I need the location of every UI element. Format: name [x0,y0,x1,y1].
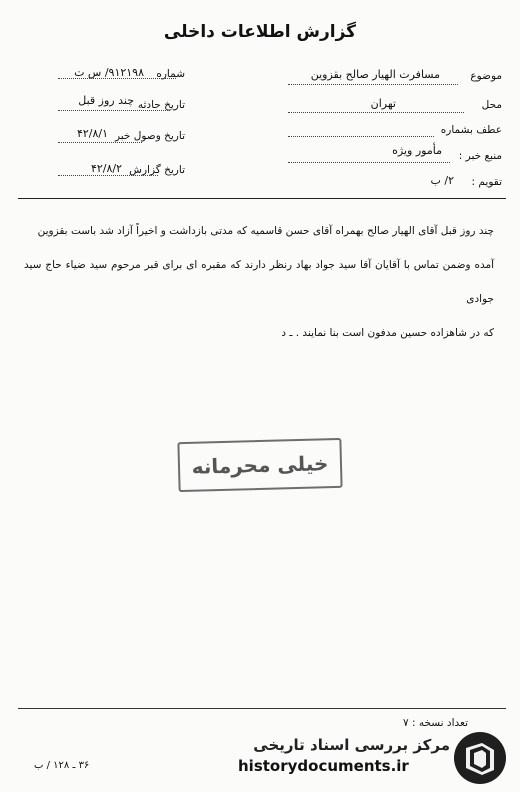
archive-code: ۳۶ ـ ۱۲۸ / ب [34,760,90,771]
footer-divider [18,708,506,709]
evaluation-value: ۲/ ب [430,174,454,187]
reference-label: عطف بشماره [440,124,502,136]
confidential-stamp-text: خیلی محرمانه [191,451,329,479]
copies-count [403,717,468,729]
subject-label: موضوع [470,70,502,82]
report-date-label: تاریخ گزارش [129,164,185,176]
watermark-name: مرکز بررسی اسناد تاریخی [253,736,450,754]
source-label: منبع خبر : [458,150,502,162]
place-label: محل [481,99,502,111]
number-dotted-line [58,78,176,79]
incident-date-value: چند روز قبل [78,94,134,107]
report-date-dotted-line [58,175,158,176]
incident-date-dotted-line [58,110,170,111]
report-title: گزارش اطلاعات داخلی [163,22,357,42]
subject-dotted-line [288,84,458,85]
header-divider [18,198,506,199]
receipt-date-value: ۴۲/۸/۱ [76,127,108,140]
number-value: ۹۱۲۱۹۸/ س ت [74,66,144,79]
place-value: تهران [370,97,396,110]
copies-value: ۷ [403,717,409,729]
archive-watermark [238,736,450,780]
receipt-date-label: تاریخ وصول خبر [114,130,185,142]
body-line-3: که در شاهزاده حسین مدفون است بنا نمایند . ـ د [281,327,494,339]
incident-date-label: تاریخ حادثه [137,99,185,111]
confidential-stamp [177,438,342,492]
evaluation-label: تقویم : [471,176,502,188]
number-label: شماره [156,68,185,80]
subject-value: مسافرت الهیار صالح بقزوین [310,68,440,81]
report-date-value: ۴۲/۸/۲ [90,162,122,175]
watermark-url: historydocuments.ir [238,757,409,775]
report-body [24,214,494,350]
body-line-2: آمده وضمن تماس با آقایان آقا سید جواد بهاد رنظر دارند که مقبره ای برای قبر مرحوم سید ضیاء حاج سید جوادی [24,259,494,305]
source-value: مأمور ویژه [392,144,442,157]
copies-label: تعداد نسخه : [411,717,468,729]
source-dotted-line [288,162,450,163]
reference-dotted-line [288,136,434,137]
body-line-1: چند روز قبل آقای الهیار صالح بهمراه آقای حسن قاسمیه که مدتی بازداشت و اخیراً آزاد شد باست بقزوین [37,225,494,237]
place-dotted-line [288,112,464,113]
archive-logo-icon [452,730,508,786]
receipt-date-dotted-line [58,142,142,143]
